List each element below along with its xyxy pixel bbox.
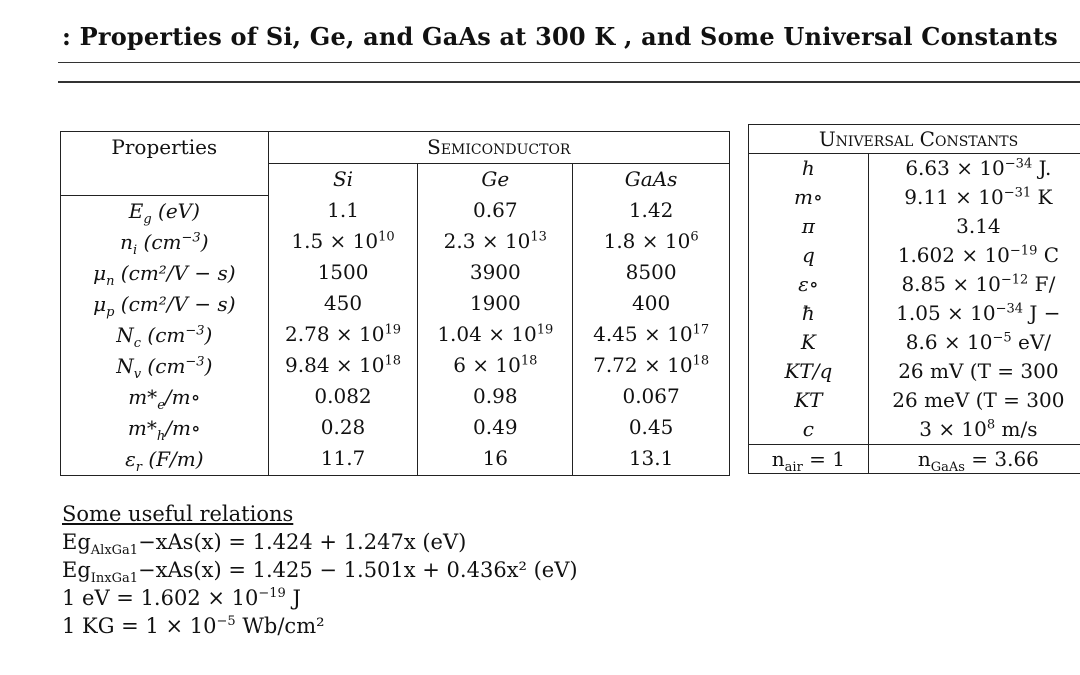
- constants-footer-row: [749, 445, 1080, 474]
- si-values-line: 450: [323, 291, 363, 315]
- si-values-line: 1500: [317, 260, 369, 284]
- constant-values-line: $1.602 \times 10^{-19}$ C: [897, 243, 1060, 267]
- constant-symbols-line: q: [801, 243, 815, 267]
- constant-symbols-line: ε∘: [798, 272, 819, 296]
- gaas-values-line: $1.8 \times 10^6$: [603, 229, 699, 253]
- semiconductor-header: Semiconductor: [427, 135, 571, 159]
- constants-header: Universal Constants: [818, 127, 1019, 151]
- si-values-line: 0.28: [320, 415, 366, 439]
- constant-values: [869, 154, 1080, 444]
- relation-list-line: $Eg_{InxGa1}-xAs(x) = 1.425 - 1.501x + 0.436x^2$ (eV): [62, 558, 578, 587]
- gaas-values-line: $4.45 \times 10^{17}$: [593, 322, 710, 346]
- row-labels-line: $m*_e/m\circ$: [128, 384, 201, 413]
- properties-header-cell: [61, 132, 269, 196]
- ge-values-line: 1900: [469, 291, 521, 315]
- column-header-ge: Ge: [481, 167, 510, 191]
- constant-values-line: 3.14: [956, 214, 1001, 238]
- gaas-values-line: 1.42: [628, 198, 674, 222]
- si-values-line: 1.1: [327, 198, 359, 222]
- gaas-values-cell: [573, 195, 730, 475]
- relation-list: [62, 528, 578, 640]
- page-title: : Properties of Si, Ge, and GaAs at 300 K , and Some Universal Constants: [62, 22, 1058, 51]
- si-values-cell: [268, 195, 418, 475]
- si-values-line: $2.78 \times 10^{19}$: [285, 322, 402, 346]
- constant-values-line: $6.63 \times 10^{-34}$ J.: [905, 156, 1052, 180]
- second-rule: [58, 81, 1080, 83]
- row-labels-line: $N_c$ $(cm^{-3})$: [116, 322, 213, 351]
- constants-table: [748, 124, 1080, 474]
- constant-symbols-line: m∘: [793, 185, 823, 209]
- ge-values-cell: [418, 195, 573, 475]
- constant-symbols-line: π: [801, 214, 815, 238]
- column-header-gaas: GaAs: [624, 167, 678, 191]
- gaas-values-line: 400: [632, 291, 671, 315]
- row-labels-line: $\mu_p$ (cm²/V − s): [93, 291, 236, 320]
- constant-symbols-line: KT: [794, 388, 823, 412]
- row-labels-line: $\mu_n$ (cm²/V − s): [93, 260, 236, 289]
- constants-header-row: [749, 125, 1080, 154]
- ge-values: [418, 195, 572, 474]
- row-labels-line: $m*_h/m\circ$: [127, 415, 201, 444]
- si-values: [269, 195, 418, 474]
- gaas-values-line: 8500: [625, 260, 677, 284]
- constant-symbols: [749, 154, 868, 444]
- gaas-values: [573, 195, 729, 474]
- si-values-line: $1.5 \times 10^{10}$: [291, 229, 395, 253]
- top-rule: [58, 62, 1080, 63]
- semiconductor-header-cell: [268, 132, 729, 164]
- constant-symbols-line: KT/q: [784, 359, 833, 383]
- row-labels-line: $N_v$ $(cm^{-3})$: [116, 353, 213, 382]
- si-values-line: $9.84 \times 10^{18}$: [285, 353, 402, 377]
- row-labels-line: $E_g$ (eV): [128, 198, 200, 227]
- relations-heading: Some useful relations: [62, 502, 294, 526]
- table-header-row: [61, 132, 730, 164]
- gaas-values-line: $7.72 \times 10^{18}$: [593, 353, 710, 377]
- constant-values-line: $1.05 \times 10^{-34}$ J −: [896, 301, 1061, 325]
- constant-values-line: $3 \times 10^8$ m/s: [919, 417, 1038, 441]
- constant-values-line: $8.6 \times 10^{-5}$ eV/: [905, 330, 1052, 354]
- properties-header: Properties: [111, 135, 218, 159]
- constant-symbols-line: K: [800, 330, 816, 354]
- constant-values-line: $8.85 \times 10^{-12}$ F/: [901, 272, 1056, 296]
- ge-values-line: 0.98: [473, 384, 518, 408]
- constant-symbols-line: h: [801, 156, 815, 180]
- ge-values-line: $2.3 \times 10^{13}$: [443, 229, 547, 253]
- gaas-values-line: 0.067: [622, 384, 680, 408]
- constant-values-line: 26 mV (T = 300: [898, 359, 1059, 383]
- constant-symbols-line: c: [802, 417, 814, 441]
- ge-values-line: $1.04 \times 10^{19}$: [437, 322, 554, 346]
- relation-list-line: 1 eV = $1.602 \times 10^{-19}$ J: [62, 586, 301, 610]
- row-labels-line: $\varepsilon_r$ (F/m): [125, 446, 204, 475]
- table-body-row: [61, 195, 730, 475]
- ge-values-line: 0.49: [473, 415, 518, 439]
- row-labels-line: $n_i$ $(cm^{-3})$: [120, 229, 209, 258]
- ge-values-line: 0.67: [473, 198, 518, 222]
- ge-values-line: 16: [482, 446, 509, 470]
- constant-values-line: $9.11 \times 10^{-31}$ K: [904, 185, 1053, 209]
- ge-values-line: $6 \times 10^{18}$: [453, 353, 538, 377]
- constant-values-line: 26 meV (T = 300: [892, 388, 1065, 412]
- row-labels: [61, 196, 268, 475]
- useful-relations: [62, 500, 578, 640]
- n-gaas: $n_{GaAs} = 3.66$: [917, 447, 1039, 475]
- n-air: $n_{air} = 1$: [771, 447, 845, 475]
- values-cell: [868, 154, 1080, 445]
- symbols-cell: [749, 154, 869, 445]
- gaas-values-line: 0.45: [628, 415, 674, 439]
- row-labels-cell: [61, 195, 269, 475]
- properties-table: [60, 131, 730, 476]
- ge-values-line: 3900: [469, 260, 521, 284]
- constants-body-row: [749, 154, 1080, 445]
- relation-list-line: 1 KG = $1 \times 10^{-5}$ Wb/cm²: [62, 614, 325, 638]
- constant-symbols-line: ħ: [801, 301, 815, 325]
- relation-list-line: $Eg_{AlxGa1}-xAs(x) = 1.424 + 1.247x$ (eV): [62, 530, 467, 559]
- column-header-si: Si: [332, 167, 354, 191]
- gaas-values-line: 13.1: [628, 446, 674, 470]
- si-values-line: 11.7: [320, 446, 366, 470]
- si-values-line: 0.082: [314, 384, 372, 408]
